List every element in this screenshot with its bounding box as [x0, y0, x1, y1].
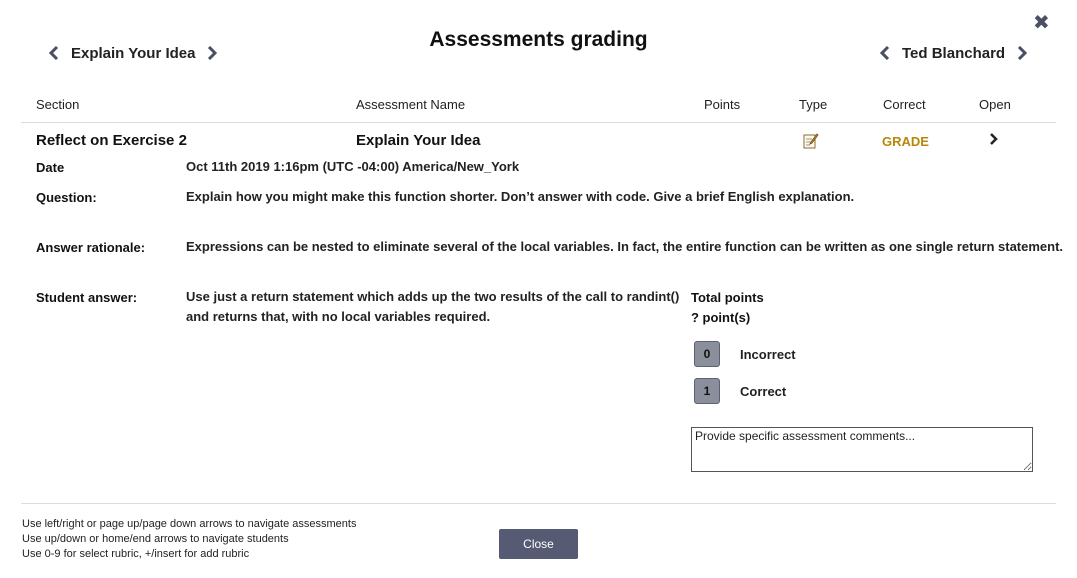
date-label: Date [36, 160, 65, 175]
student-nav-label: Ted Blanchard [902, 44, 1006, 62]
student-answer-value: Use just a return statement which adds up the two results of the call to randint() and returns that, with no local variables required. [186, 289, 680, 324]
column-header-correct: Correct [883, 97, 926, 112]
rubric-button-0[interactable]: 0 [694, 341, 720, 367]
row-section: Reflect on Exercise 2 [36, 132, 187, 149]
header-divider [21, 122, 1056, 123]
column-header-points: Points [704, 97, 741, 112]
rubric-label-correct: Correct [740, 384, 787, 399]
note-pencil-icon [803, 133, 819, 149]
total-points-label: Total points [691, 290, 764, 305]
chevron-left-icon[interactable] [876, 42, 894, 64]
page-title: Assessments grading [429, 28, 648, 51]
date-value: Oct 11th 2019 1:16pm (UTC -04:00) America/New_York [186, 159, 520, 174]
close-button[interactable]: Close [499, 529, 578, 559]
rubric-button-1[interactable]: 1 [694, 378, 720, 404]
help-text-line: Use 0-9 for select rubric, +/insert for add rubric [22, 548, 250, 560]
open-chevron-icon[interactable] [988, 132, 1002, 148]
total-points-value: ? point(s) [691, 310, 751, 325]
assessment-nav-label: Explain Your Idea [71, 44, 196, 62]
student-nav [876, 42, 1031, 64]
student-answer-label: Student answer: [36, 290, 138, 305]
question-value: Explain how you might make this function shorter. Don’t answer with code. Give a brief English explanation. [186, 189, 855, 204]
assessment-comments-input[interactable] [691, 427, 1033, 472]
help-text-line: Use left/right or page up/page down arrows to navigate assessments [22, 518, 357, 530]
column-header-section: Section [36, 97, 80, 112]
column-header-type: Type [799, 97, 828, 112]
help-text-line: Use up/down or home/end arrows to navigate students [22, 533, 289, 545]
chevron-right-icon[interactable] [1013, 42, 1031, 64]
close-icon[interactable]: ✖ [1033, 12, 1050, 34]
question-label: Question: [36, 190, 97, 205]
answer-rationale-value: Expressions can be nested to eliminate several of the local variables. In fact, the entire function can be written as one single return statement. [186, 239, 1064, 254]
column-header-open: Open [979, 97, 1011, 112]
grade-status[interactable]: GRADE [882, 134, 929, 149]
rubric-label-incorrect: Incorrect [740, 347, 796, 362]
footer-divider [21, 503, 1056, 504]
column-header-assessment-name: Assessment Name [356, 97, 466, 112]
answer-rationale-label: Answer rationale: [36, 240, 146, 255]
row-assessment-name: Explain Your Idea [356, 132, 481, 149]
